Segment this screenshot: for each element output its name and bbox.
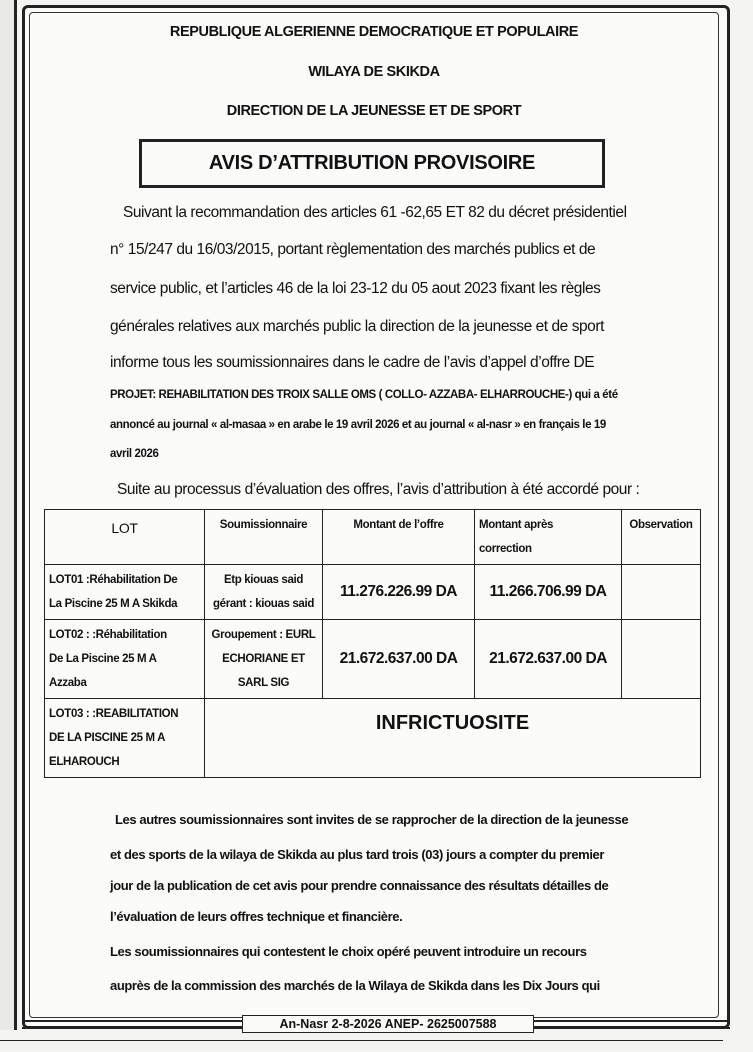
lot-cell <box>45 699 205 778</box>
header-lot: LOT <box>45 510 205 565</box>
closing-line-6: auprès de la commission des marchés de la Wilaya de Skikda dans les Dix Jours qui <box>110 978 600 993</box>
lot-result-infructueux: INFRICTUOSITE <box>205 699 701 778</box>
page-bottom-rule <box>0 1040 723 1041</box>
intro-line-3: service public, et l’articles 46 de la loi 23-12 du 05 aout 2023 fixant les règles <box>110 280 601 297</box>
intro-line-7: annoncé au journal « al-masaa » en arabe le 19 avril 2026 et au journal « al-nasr » en français le 19 <box>110 419 606 431</box>
montant-offre-cell: 11.276.226.99 DA <box>323 565 475 620</box>
lot-text: LOT03 : :REABILITATION <box>49 708 179 720</box>
lot-cell <box>45 620 205 699</box>
notice-title <box>139 139 605 188</box>
table-header-row <box>45 510 701 565</box>
lot-text: La Piscine 25 M A Skikda <box>49 598 178 610</box>
publication-reference: An-Nasr 2-8-2026 ANEP- 2625007588 <box>242 1015 534 1033</box>
header-observation: Observation <box>622 510 701 565</box>
header-republic: REPUBLIQUE ALGERIENNE DEMOCRATIQUE ET POPULAIRE <box>169 24 579 40</box>
header-montant-offre: Montant de l’offre <box>323 510 475 565</box>
intro-line-9: Suite au processus d’évaluation des offres, l’avis d’attribution à été accordé pour : <box>117 481 640 498</box>
header-montant-apres-2: correction <box>479 543 532 555</box>
closing-line-4: l’évaluation de leurs offres technique et financière. <box>110 909 403 924</box>
closing-line-2: et des sports de la wilaya de Skikda au plus tard trois (03) jours a compter du premier <box>110 847 605 862</box>
intro-line-2: n° 15/247 du 16/03/2015, portant règlementation des marchés publics et de <box>110 241 596 258</box>
soumissionnaire-text: ECHORIANE ET <box>222 653 305 665</box>
soumissionnaire-text: Etp kiouas said <box>223 574 304 586</box>
montant-apres-cell: 11.266.706.99 DA <box>475 565 622 620</box>
intro-line-1: Suivant la recommandation des articles 61 -62,65 ET 82 du décret présidentiel <box>123 204 627 221</box>
intro-line-8: avril 2026 <box>110 448 159 460</box>
lot-text: De La Piscine 25 M A <box>49 653 157 665</box>
lot-text: LOT02 : :Réhabilitation <box>49 629 167 641</box>
lot-text: Azzaba <box>49 677 87 689</box>
intro-line-6: PROJET: REHABILITATION DES TROIX SALLE OMS ( COLLO- AZZABA- ELHARROUCHE-) qui a été <box>110 389 618 401</box>
soumissionnaire-cell <box>205 620 323 699</box>
closing-line-3: jour de la publication de cet avis pour prendre connaissance des résultats détailles de <box>110 878 609 893</box>
soumissionnaire-text: SARL SIG <box>237 677 290 689</box>
header-soumissionnaire: Soumissionnaire <box>205 510 323 565</box>
montant-apres-cell: 21.672.637.00 DA <box>475 620 622 699</box>
lot-text: ELHAROUCH <box>49 756 120 768</box>
table-row <box>45 699 701 778</box>
closing-line-1: Les autres soumissionnaires sont invites de se rapprocher de la direction de la jeunesse <box>115 812 629 827</box>
attribution-table <box>44 509 701 778</box>
lot-text: LOT01 :Réhabilitation De <box>49 574 178 586</box>
montant-offre-cell: 21.672.637.00 DA <box>323 620 475 699</box>
table-row <box>45 620 701 699</box>
adjacent-page-edge <box>0 0 17 1030</box>
soumissionnaire-cell <box>205 565 323 620</box>
closing-line-5: Les soumissionnaires qui contestent le choix opéré peuvent introduire un recours <box>110 944 587 959</box>
table-row <box>45 565 701 620</box>
header-direction: DIRECTION DE LA JEUNESSE ET DE SPORT <box>226 103 522 119</box>
observation-cell <box>622 565 701 620</box>
header-wilaya: WILAYA DE SKIKDA <box>308 64 440 80</box>
soumissionnaire-text: Groupement : EURL <box>211 629 316 641</box>
lot-cell <box>45 565 205 620</box>
intro-line-5: informe tous les soumissionnaires dans le cadre de l’avis d’appel d’offre DE <box>110 354 595 371</box>
observation-cell <box>622 620 701 699</box>
notice-title-text: AVIS D’ATTRIBUTION PROVISOIRE <box>208 152 536 174</box>
header-montant-apres-1: Montant après <box>479 519 554 531</box>
soumissionnaire-text: gérant : kiouas said <box>212 598 314 610</box>
lot-text: DE LA PISCINE 25 M A <box>49 732 166 744</box>
header-montant-apres <box>475 510 622 565</box>
intro-line-4: générales relatives aux marchés public la direction de la jeunesse et de sport <box>110 318 604 335</box>
